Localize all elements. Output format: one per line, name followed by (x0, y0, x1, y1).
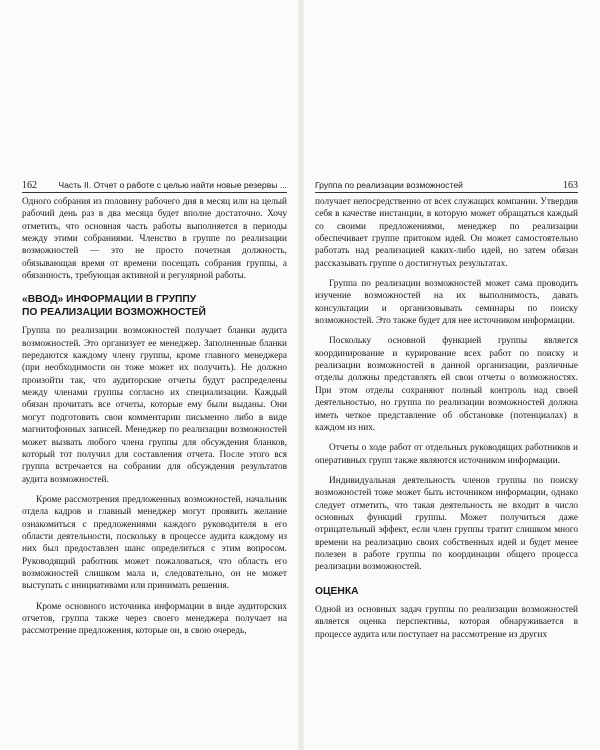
right-page (315, 180, 578, 750)
book-gutter (298, 0, 304, 750)
right-running-title: Группа по реализации возможностей (315, 180, 463, 190)
left-paragraph-2: Группа по реализации возможностей получает бланки аудита возможностей. Это организует ее менеджер. Заполненные бланки передаются каждому члену группы, кроме главного менеджера (при необходимости он тоже может их получить). Не должно произойти так, что аудиторские отчеты будут распределены между членами группы согласно их специализации. Каждый обязан прочитать все отчеты, которые ему были выданы. Они могут подготовить свои комментарии письменно либо в виде магнитофонных записей. Менеджер по реализации возможностей может вызвать любого члена группы для обсуждения бланков, который тот получил для составления отчета. После этого вся группа встречается на собрании для обсуждения результатов аудита возможностей. (22, 326, 287, 485)
left-paragraph-3: Кроме рассмотрения предложенных возможностей, начальник отдела кадров и главный менеджер могут проявить желание ознакомиться с предложениями каждого руководителя в его области деятельности, поскольку в процессе аудита каждому из них был предоставлен шанс определиться с этим вопросом. Руководящий работник может пожаловаться, что область его возможностей слишком мала и, следовательно, он не может выступать с инициативами или принимать решения. (22, 494, 287, 592)
right-paragraph-3: Поскольку основной функцией группы является координирование и курирование всех работ по поиску и реализации возможностей в данной организации, различные отделы должны представлять ей свои отчеты о возможностях. При этом отделы сохраняют полный контроль над своей деятельностью, но группа по реализации возможностей должна иметь четкое представление об обстановке (потенциалах) в каждом из них. (315, 336, 578, 433)
section-heading-input-line-1: «ВВОД» ИНФОРМАЦИИ В ГРУППУ (22, 294, 197, 306)
right-page-number: 163 (563, 180, 578, 191)
section-heading-evaluation: ОЦЕНКА (315, 585, 359, 597)
section-heading-input-line-2: ПО РЕАЛИЗАЦИИ ВОЗМОЖНОСТЕЙ (22, 306, 206, 318)
right-running-header (315, 180, 578, 193)
right-paragraph-5: Индивидуальная деятельность членов группы по поиску возможностей тоже может быть источником информации, однако следует отметить, что такая деятельность не входит в число основных функций группы. Может получиться даже отрицательный эффект, если член группы тратит слишком много времени на реализацию своих собственных идей и будет менее полезен в работе группы по координации общего процесса реализации возможностей. (315, 475, 578, 573)
section-heading-input (22, 294, 287, 319)
right-paragraph-1: получает непосредственно от всех служащих компании. Утвердив себя в качестве инстанции, в которую может обращаться каждый со своими предложениями, менеджер по реализации обеспечивает группе притоком идей. Он может самостоятельно работать над реализацией каких-либо идей, но затем обязан рассказывать группе о достигнутых результатах. (315, 197, 578, 269)
left-page (22, 180, 287, 750)
right-paragraph-2: Группа по реализации возможностей может сама проводить изучение возможностей на их выполнимость, давать консультации и организовывать семинары по поиску возможностей. Это также будет для нее источником информации. (315, 279, 578, 327)
left-paragraph-1: Одного собрания из половину рабочего дня в месяц или на целый рабочий день раз в два месяца будет вполне достаточно. Хочу отметить, что основная часть работы выполняется в периоды между этими собраниями. Членство в группе по реализации возможностей — это не просто почетная должность, обязывающая время от времени посещать собрания группы, а обязанность, требующая активной и регулярной работы. (22, 197, 287, 282)
right-paragraph-6: Одной из основных задач группы по реализации возможностей является оценка перспективы, которая обнаруживается в процессе аудита или поступает на рассмотрение из других (315, 605, 578, 640)
left-running-header (22, 180, 287, 193)
left-page-number: 162 (22, 180, 37, 191)
left-paragraph-4: Кроме основного источника информации в виде аудиторских отчетов, группа также через своего менеджера получает на рассмотрение предложения, которые он, в свою очередь, (22, 601, 287, 637)
left-running-title: Часть II. Отчет о работе с целью найти новые резервы ... (58, 180, 287, 190)
right-paragraph-4: Отчеты о ходе работ от отдельных руководящих работников и оперативных групп также являются источником информации. (315, 443, 578, 466)
